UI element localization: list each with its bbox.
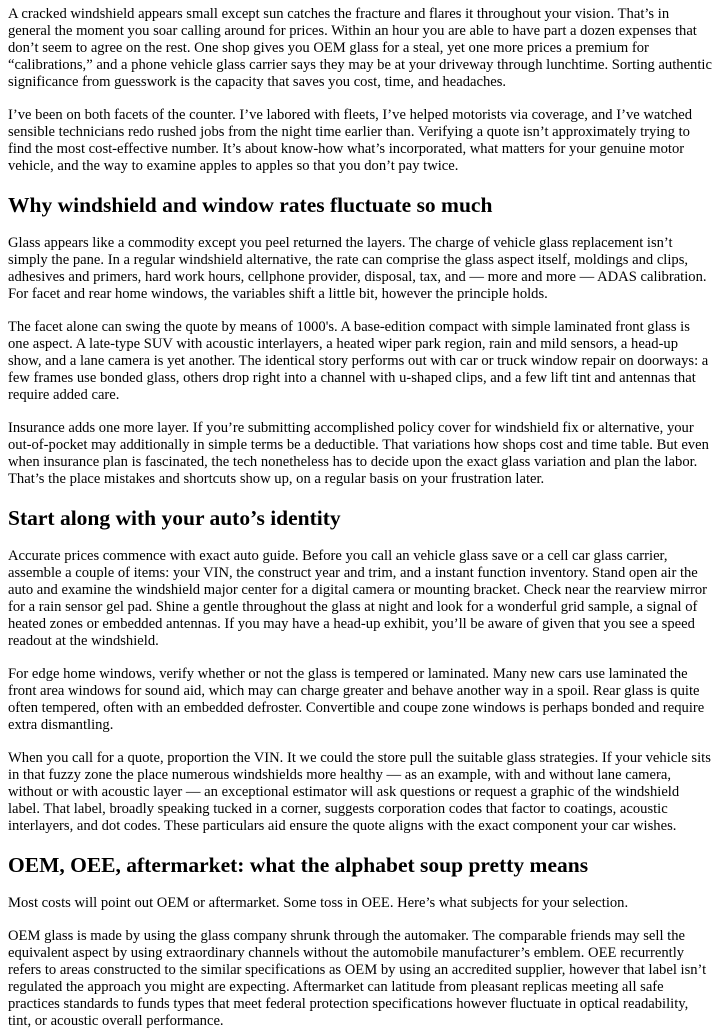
section-heading-identity: Start along with your auto’s identity xyxy=(8,506,341,530)
rates-paragraph-1: Glass appears like a commodity except you peel returned the layers. The charge of vehicle glass replacement isn’t simply the pane. In a regular windshield alternative, the rate can comprise the glass aspect itself, moldings and clips, adhesives and primers, hard work hours, cellphone provider, disposal, tax, and — more and more — ADAS calibration. For facet and rear home windows, the variables shift a little bit, however the principle holds. xyxy=(8,235,707,302)
oem-paragraph-2: OEM glass is made by using the glass company shrunk through the automaker. The comparable friends may sell the equivalent aspect by using extraordinary channels without the automobile manufacturer’s emblem. OEE recurrently refers to areas constructed to the similar specifications as OEM by using an accredited supplier, however that label isn’t regulated the approach you might are expecting. Aftermarket can latitude from pleasant replicas meeting all safe practices standards to funds types that meet federal protection specifications however fluctuate in optical readability, tint, or acoustic overall performance. xyxy=(8,928,707,1029)
intro-paragraph-1: A cracked windshield appears small except sun catches the fracture and flares it throughout your vision. That’s in general the moment you soar calling around for prices. Within an hour you are able to have part a dozen expenses that don’t seem to agree on the rest. One shop gives you OEM glass for a steal, yet one more prices a premium for “calibrations,” and a phone vehicle glass carrier says they may be at your driveway through lunchtime. Sorting authentic significance from guesswork is the capacity that saves you cost, time, and headaches. xyxy=(8,6,712,90)
rates-paragraph-2: The facet alone can swing the quote by means of 1000's. A base-edition compact with simple laminated front glass is one aspect. A late-type SUV with acoustic interlayers, a heated wiper park region, rain and mild sensors, a head-up show, and a lane camera is yet another. The identical story performs out with car or truck window repair on doorways: a few frames use bonded glass, others drop right into a channel with u-shaped clips, and a few lift tint and antennas that require added care. xyxy=(8,319,709,403)
section-heading-oem: OEM, OEE, aftermarket: what the alphabet soup pretty means xyxy=(8,853,589,877)
identity-paragraph-2: For edge home windows, verify whether or not the glass is tempered or laminated. Many new cars use laminated the front area windows for sound aid, which may can charge greater and behave another way in a spoil. Rear glass is quite often tempered, often with an embedded defroster. Convertible and coupe zone windows is perhaps bonded and require extra dismantling. xyxy=(8,666,705,733)
oem-paragraph-1: Most costs will point out OEM or aftermarket. Some toss in OEE. Here’s what subjects for your selection. xyxy=(8,895,629,911)
rates-paragraph-3: Insurance adds one more layer. If you’re submitting accomplished policy cover for windshield fix or alternative, your out-of-pocket may additionally in simple terms be a deductible. That variations how shops cost and time table. But even when insurance plan is fascinated, the tech nonetheless has to decide upon the exact glass variation and plan the labor. That’s the place mistakes and shortcuts show up, on a regular basis on your frustration later. xyxy=(8,420,709,487)
identity-paragraph-1: Accurate prices commence with exact auto guide. Before you call an vehicle glass save or a cell car glass carrier, assemble a couple of items: your VIN, the construct year and trim, and a instant function inventory. Stand open air the auto and examine the windshield major center for a digital camera or mounting bracket. Check near the rearview mirror for a rain sensor gel pad. Shine a gentle throughout the glass at night and look for a wonderful grid sample, a signal of heated zones or embedded antennas. If you may have a head-up exhibit, you’ll be aware of given that you see a speed readout at the windshield. xyxy=(8,548,708,649)
intro-paragraph-2: I’ve been on both facets of the counter. I’ve labored with fleets, I’ve helped motorists via coverage, and I’ve watched sensible technicians redo rushed jobs from the night time earlier than. Verifying a quote isn’t approximately trying to find the most cost-effective number. It’s about know-how what’s incorporated, what matters for your genuine motor vehicle, and the way to examine apples to apples so that you don’t pay twice. xyxy=(8,107,693,174)
section-heading-rates: Why windshield and window rates fluctuate so much xyxy=(8,193,493,217)
identity-paragraph-3: When you call for a quote, proportion the VIN. It we could the store pull the suitable glass strategies. If your vehicle sits in that fuzzy zone the place numerous windshields more healthy — as an example, with and without lane camera, without or with acoustic layer — an exceptional estimator will ask questions or request a graphic of the windshield label. That label, broadly speaking tucked in a corner, suggests corporation codes that factor to coatings, acoustic interlayers, and dot codes. These particulars aid ensure the quote aligns with the exact component your car wishes. xyxy=(8,750,711,834)
